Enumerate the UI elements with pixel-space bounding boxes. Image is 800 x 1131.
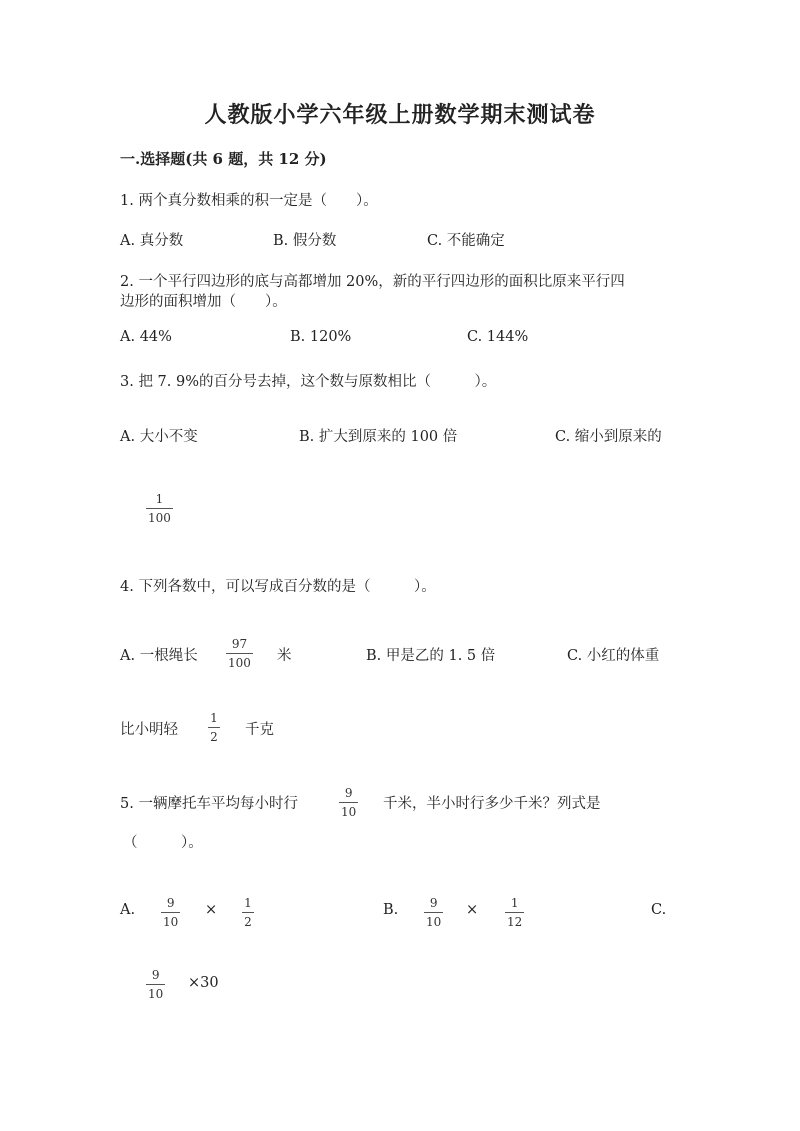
question-5-option-a-fraction-1 <box>161 896 180 929</box>
multiply-sign: × <box>466 902 479 918</box>
multiply-sign: × <box>205 902 218 918</box>
question-4-option-c: C. 小红的体重 <box>567 648 660 664</box>
page-title: 人教版小学六年级上册数学期末测试卷 <box>204 102 596 128</box>
numerator: 1 <box>210 711 218 725</box>
question-4-option-a-fraction <box>226 637 253 670</box>
question-2-option-b: B. 120% <box>290 329 352 345</box>
denominator: 10 <box>163 915 179 929</box>
question-2-stem-line-1: 2. 一个平行四边形的底与高都增加 20%，新的平行四边形的面积比原来平行四 <box>120 274 625 290</box>
numerator: 1 <box>244 896 252 910</box>
numerator: 1 <box>155 492 164 506</box>
question-2-stem-line-2: 边形的面积增加（ ）。 <box>120 294 287 310</box>
numerator: 9 <box>151 968 160 982</box>
denominator: 100 <box>148 511 171 525</box>
denominator: 2 <box>244 915 252 929</box>
denominator: 10 <box>426 915 442 929</box>
question-1-option-c: C. 不能确定 <box>427 233 505 249</box>
question-4-option-b: B. 甲是乙的 1. 5 倍 <box>366 648 496 664</box>
question-5-option-a-fraction-2 <box>242 896 254 929</box>
question-5-stem-fraction <box>339 786 358 819</box>
denominator: 100 <box>228 656 251 670</box>
question-4-option-a-suffix: 米 <box>277 648 292 664</box>
question-5-option-a-label: A. <box>120 902 136 918</box>
question-5-option-c-fraction <box>146 968 165 1001</box>
question-5-option-b-fraction-1 <box>424 896 443 929</box>
numerator: 9 <box>429 896 438 910</box>
question-5-stem-suffix: 千米，半小时行多少千米？列式是 <box>383 796 601 812</box>
numerator: 9 <box>166 896 175 910</box>
question-1-stem: 1. 两个真分数相乘的积一定是（ ）。 <box>120 193 378 209</box>
denominator: 12 <box>507 915 523 929</box>
question-5-stem-prefix: 5. 一辆摩托车平均每小时行 <box>120 796 298 812</box>
question-4-option-c-fraction <box>208 711 220 744</box>
question-3-option-b: B. 扩大到原来的 100 倍 <box>299 429 458 445</box>
denominator: 10 <box>148 987 164 1001</box>
question-5-option-c-suffix: ×30 <box>188 975 219 991</box>
question-3-option-a: A. 大小不变 <box>120 429 198 445</box>
numerator: 1 <box>510 896 519 910</box>
question-4-option-a-prefix: A. 一根绳长 <box>120 648 198 664</box>
denominator: 10 <box>341 805 357 819</box>
denominator: 2 <box>210 730 218 744</box>
question-5-stem-line-2: （ ）。 <box>123 835 203 851</box>
question-3-stem: 3. 把 7. 9%的百分号去掉，这个数与原数相比（ ）。 <box>120 374 497 390</box>
question-5-option-b-label: B. <box>383 902 399 918</box>
question-3-option-c-fraction <box>146 492 173 525</box>
question-5-option-c-label: C. <box>651 902 667 918</box>
numerator: 9 <box>344 786 353 800</box>
question-4-stem: 4. 下列各数中，可以写成百分数的是（ ）。 <box>120 579 436 595</box>
question-4-option-c-continued: 比小明轻 <box>120 722 178 738</box>
question-3-option-c: C. 缩小到原来的 <box>555 429 662 445</box>
question-1-option-b: B. 假分数 <box>273 233 337 249</box>
question-2-option-c: C. 144% <box>467 329 529 345</box>
question-1-option-a: A. 真分数 <box>120 233 184 249</box>
question-2-option-a: A. 44% <box>120 329 172 345</box>
numerator: 97 <box>231 637 248 651</box>
question-5-option-b-fraction-2 <box>505 896 524 929</box>
question-4-option-c-suffix: 千克 <box>245 722 274 738</box>
section-heading: 一.选择题(共 6 题，共 12 分) <box>120 150 327 168</box>
